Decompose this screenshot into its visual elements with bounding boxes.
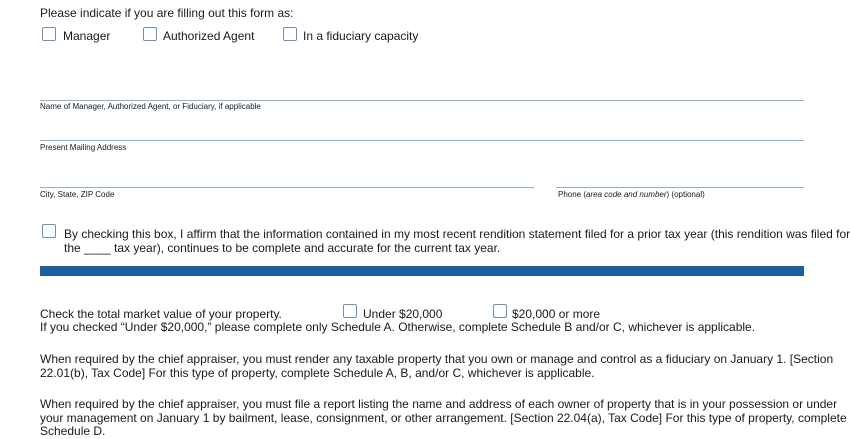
affirmation-line-2: the ____ tax year), continues to be complete and accurate for the current tax year. — [64, 240, 501, 255]
market-value-instruction: If you checked “Under $20,000,” please complete only Schedule A. Otherwise, complete Schedule B and/or C, whichever is applicable. — [40, 320, 756, 334]
phone-label: Phone (area code and number) (optional) — [558, 190, 705, 199]
manager-label: Manager — [63, 29, 111, 43]
20000-or-more-label: $20,000 or more — [512, 307, 601, 321]
market-value-question: Check the total market value of your property. — [40, 307, 282, 321]
report-line-1: When required by the chief appraiser, you must file a report listing the name and address of each owner of property that is in your possession or under — [40, 397, 838, 411]
name-field[interactable] — [40, 100, 804, 101]
authorized-agent-checkbox[interactable] — [143, 27, 157, 41]
address-field[interactable] — [40, 140, 804, 141]
rendition-line-1: When required by the chief appraiser, you must render any taxable property that you own or manage and control as a fiduciary on January 1. [Section — [40, 352, 834, 366]
affirmation-checkbox[interactable] — [42, 224, 56, 238]
20000-or-more-checkbox[interactable] — [493, 304, 507, 318]
report-paragraph — [40, 398, 847, 439]
rendition-paragraph — [40, 353, 833, 380]
authorized-agent-label: Authorized Agent — [163, 29, 255, 43]
manager-checkbox[interactable] — [42, 27, 56, 41]
phone-field[interactable] — [556, 187, 804, 188]
fiduciary-checkbox[interactable] — [283, 27, 297, 41]
report-line-3: Schedule D. — [40, 424, 106, 438]
city-state-zip-field[interactable] — [40, 187, 534, 188]
fiduciary-label: In a fiduciary capacity — [303, 29, 419, 43]
section-divider-bar — [40, 266, 804, 276]
name-field-label: Name of Manager, Authorized Agent, or Fiduciary, if applicable — [40, 102, 261, 111]
affirmation-line-1: By checking this box, I affirm that the information contained in my most recent rendition statement filed for a prior tax year (this rendition was filed for — [64, 227, 850, 241]
affirmation-text — [64, 227, 850, 255]
under-20000-label: Under $20,000 — [363, 307, 443, 321]
form-prompt: Please indicate if you are filling out this form as: — [40, 6, 294, 20]
report-line-2: your management on January 1 by bailment, lease, consignment, or other arrangement. [Section 22.04(a), Tax Code] For this type of property, complete — [40, 410, 847, 425]
rendition-line-2: 22.01(b), Tax Code] For this type of property, complete Schedule A, B, and/or C, whichever is applicable. — [40, 365, 595, 380]
address-field-label: Present Mailing Address — [40, 143, 127, 152]
under-20000-checkbox[interactable] — [343, 304, 357, 318]
city-state-zip-label: City, State, ZIP Code — [40, 190, 115, 199]
